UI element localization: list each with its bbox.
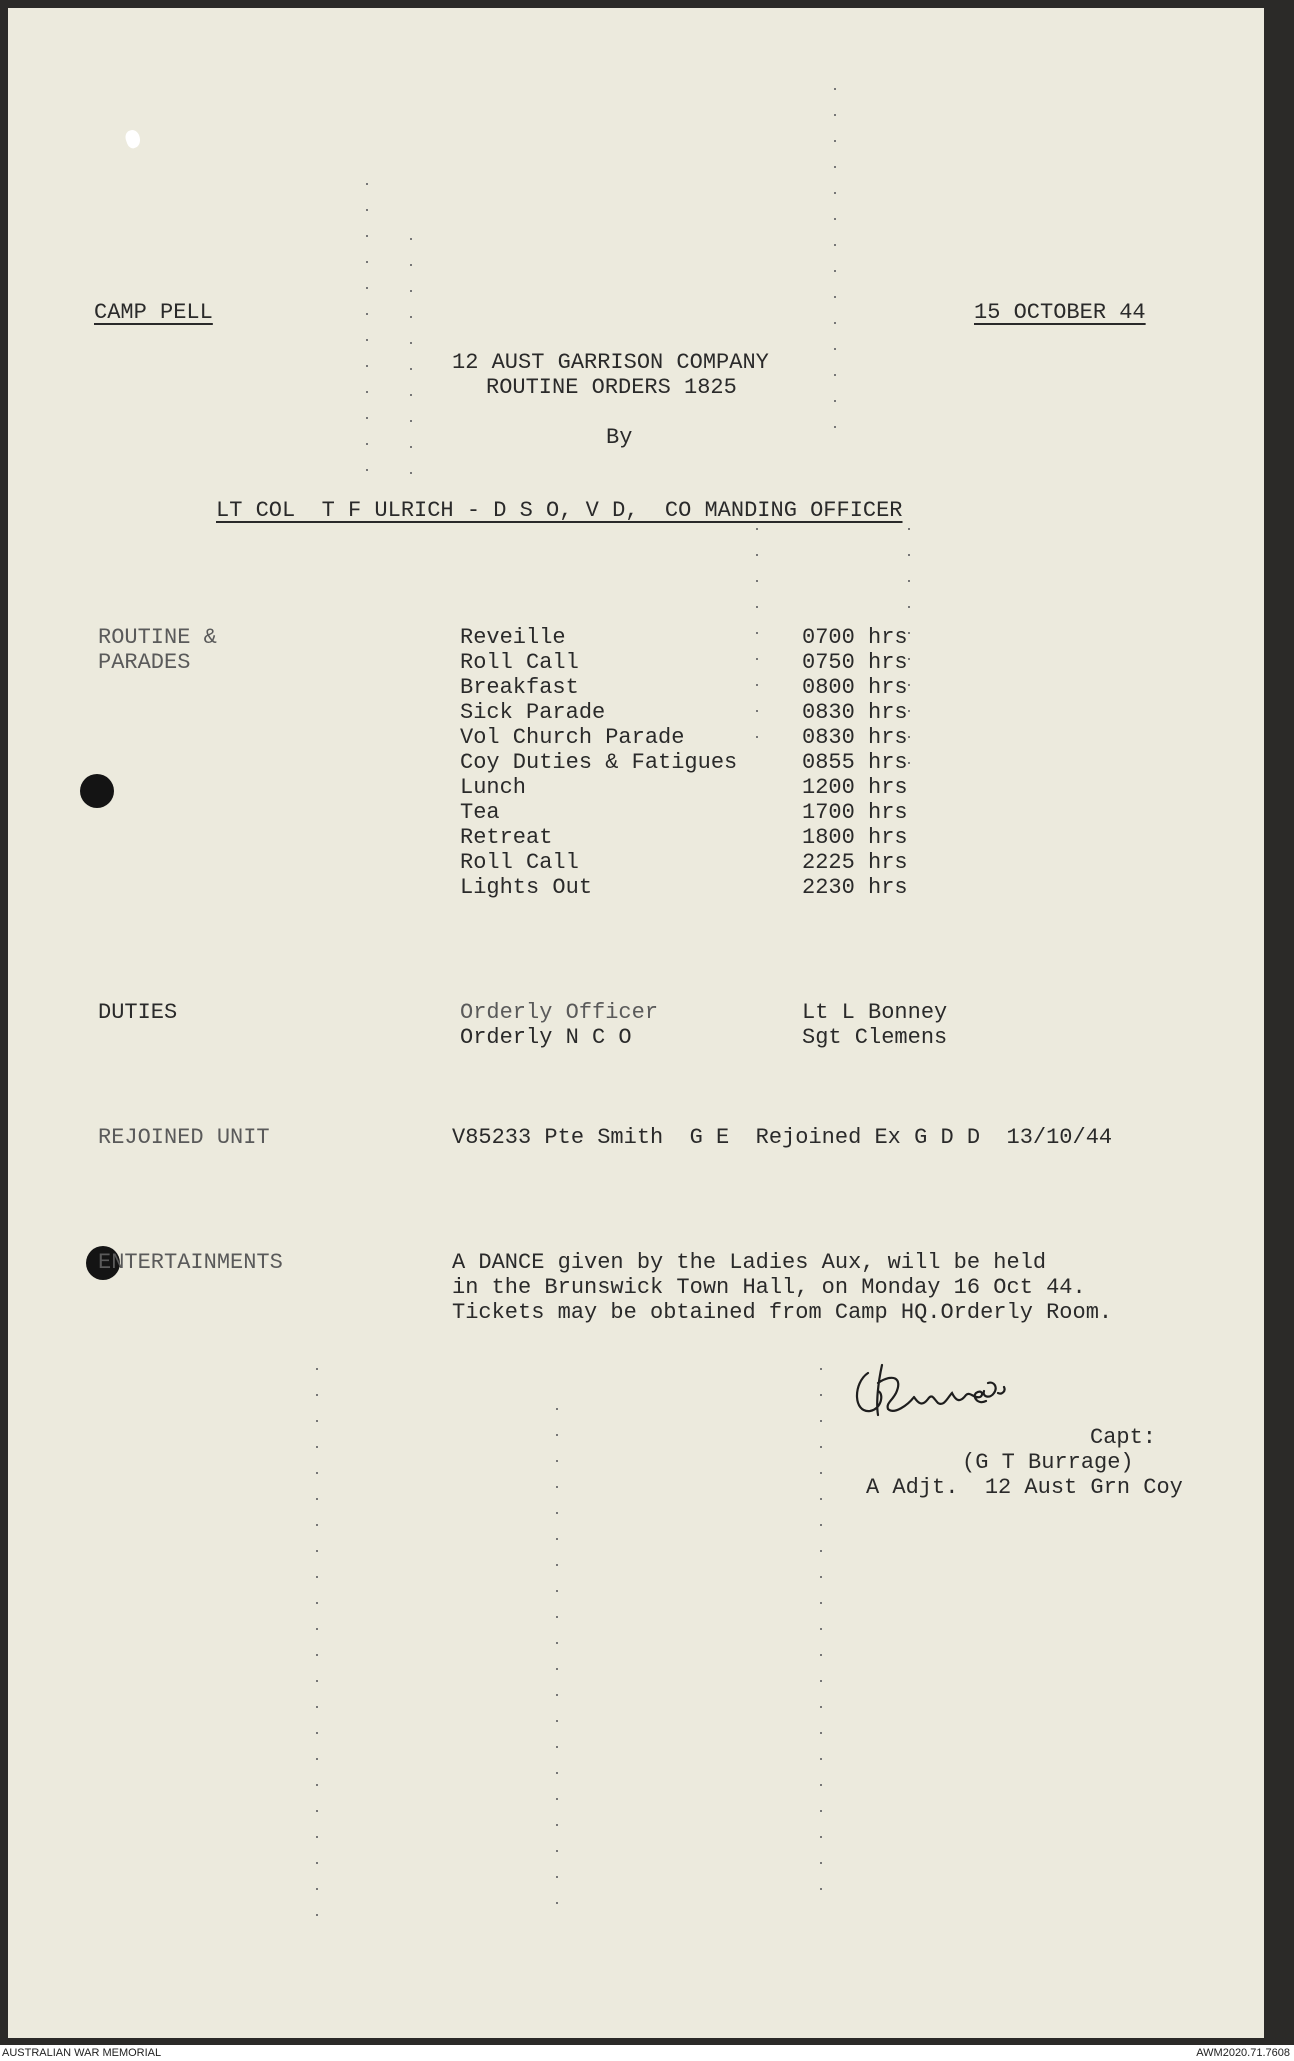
carbon-dots [366, 183, 368, 495]
carbon-dots [908, 528, 910, 788]
entertainments-line: Tickets may be obtained from Camp HQ.Orderly Room. [452, 1300, 1113, 1325]
footer-right: AWM2020.71.7608 [1196, 2047, 1290, 2059]
page-title: 12 AUST GARRISON COMPANY [452, 350, 769, 375]
routine-item-time: 0855 hrs [802, 750, 908, 775]
punch-hole [80, 774, 114, 808]
by-label: By [606, 425, 633, 450]
routine-item-name: Roll Call [460, 650, 579, 675]
routine-item-time: 1700 hrs [802, 800, 908, 825]
carbon-dots [556, 1408, 558, 1928]
signatory-name: (G T Burrage) [962, 1450, 1134, 1475]
date-label: 15 OCTOBER 44 [974, 300, 1146, 325]
entertainments-heading: ENTERTAINMENTS [98, 1250, 283, 1275]
routine-item-time: 0830 hrs [802, 700, 908, 725]
carbon-dots [410, 238, 412, 498]
carbon-dots [834, 88, 836, 452]
entertainments-line: A DANCE given by the Ladies Aux, will be held [452, 1250, 1047, 1275]
routine-item-name: Reveille [460, 625, 566, 650]
routine-item-time: 1800 hrs [802, 825, 908, 850]
routine-item-time: 0830 hrs [802, 725, 908, 750]
carbon-dots [316, 1368, 318, 1940]
document-sheet [8, 8, 1264, 2038]
routine-heading: ROUTINE & [98, 625, 217, 650]
commander-line: LT COL T F ULRICH - D S O, V D, CO MANDING OFFICER [216, 498, 903, 523]
routine-item-time: 2225 hrs [802, 850, 908, 875]
routine-item-time: 0750 hrs [802, 650, 908, 675]
location-label: CAMP PELL [94, 300, 213, 325]
carbon-dots [820, 1368, 822, 1914]
rejoined-heading: REJOINED UNIT [98, 1125, 270, 1150]
entertainments-line: in the Brunswick Town Hall, on Monday 16 Oct 44. [452, 1275, 1086, 1300]
routine-item-time: 2230 hrs [802, 875, 908, 900]
routine-item-name: Sick Parade [460, 700, 606, 725]
duty-role: Orderly Officer [460, 1000, 659, 1025]
routine-item-time: 0800 hrs [802, 675, 908, 700]
carbon-dots [756, 528, 758, 762]
routine-item-name: Vol Church Parade [460, 725, 685, 750]
duties-heading: DUTIES [98, 1000, 178, 1025]
signatory-position: A Adjt. 12 Aust Grn Coy [866, 1475, 1183, 1500]
routine-heading-2: PARADES [98, 650, 191, 675]
routine-item-time: 1200 hrs [802, 775, 908, 800]
routine-item-name: Roll Call [460, 850, 579, 875]
routine-item-name: Lunch [460, 775, 527, 800]
routine-item-name: Lights Out [460, 875, 593, 900]
duty-role: Orderly N C O [460, 1025, 632, 1050]
page-subtitle: ROUTINE ORDERS 1825 [486, 375, 737, 400]
footer-left: AUSTRALIAN WAR MEMORIAL [2, 2047, 162, 2059]
duty-person: Lt L Bonney [802, 1000, 948, 1025]
duty-person: Sgt Clemens [802, 1025, 948, 1050]
signatory-rank: Capt: [1090, 1425, 1157, 1450]
routine-item-name: Tea [460, 800, 500, 825]
routine-item-name: Retreat [460, 825, 553, 850]
routine-item [460, 625, 566, 650]
routine-item-name: Coy Duties & Fatigues [460, 750, 738, 775]
routine-item-time: 0700 hrs [802, 625, 908, 650]
rejoined-text: V85233 Pte Smith G E Rejoined Ex G D D 13/10/44 [452, 1125, 1113, 1150]
paper-tear [123, 128, 142, 150]
routine-item-name: Breakfast [460, 675, 579, 700]
handwritten-signature [848, 1353, 1058, 1433]
